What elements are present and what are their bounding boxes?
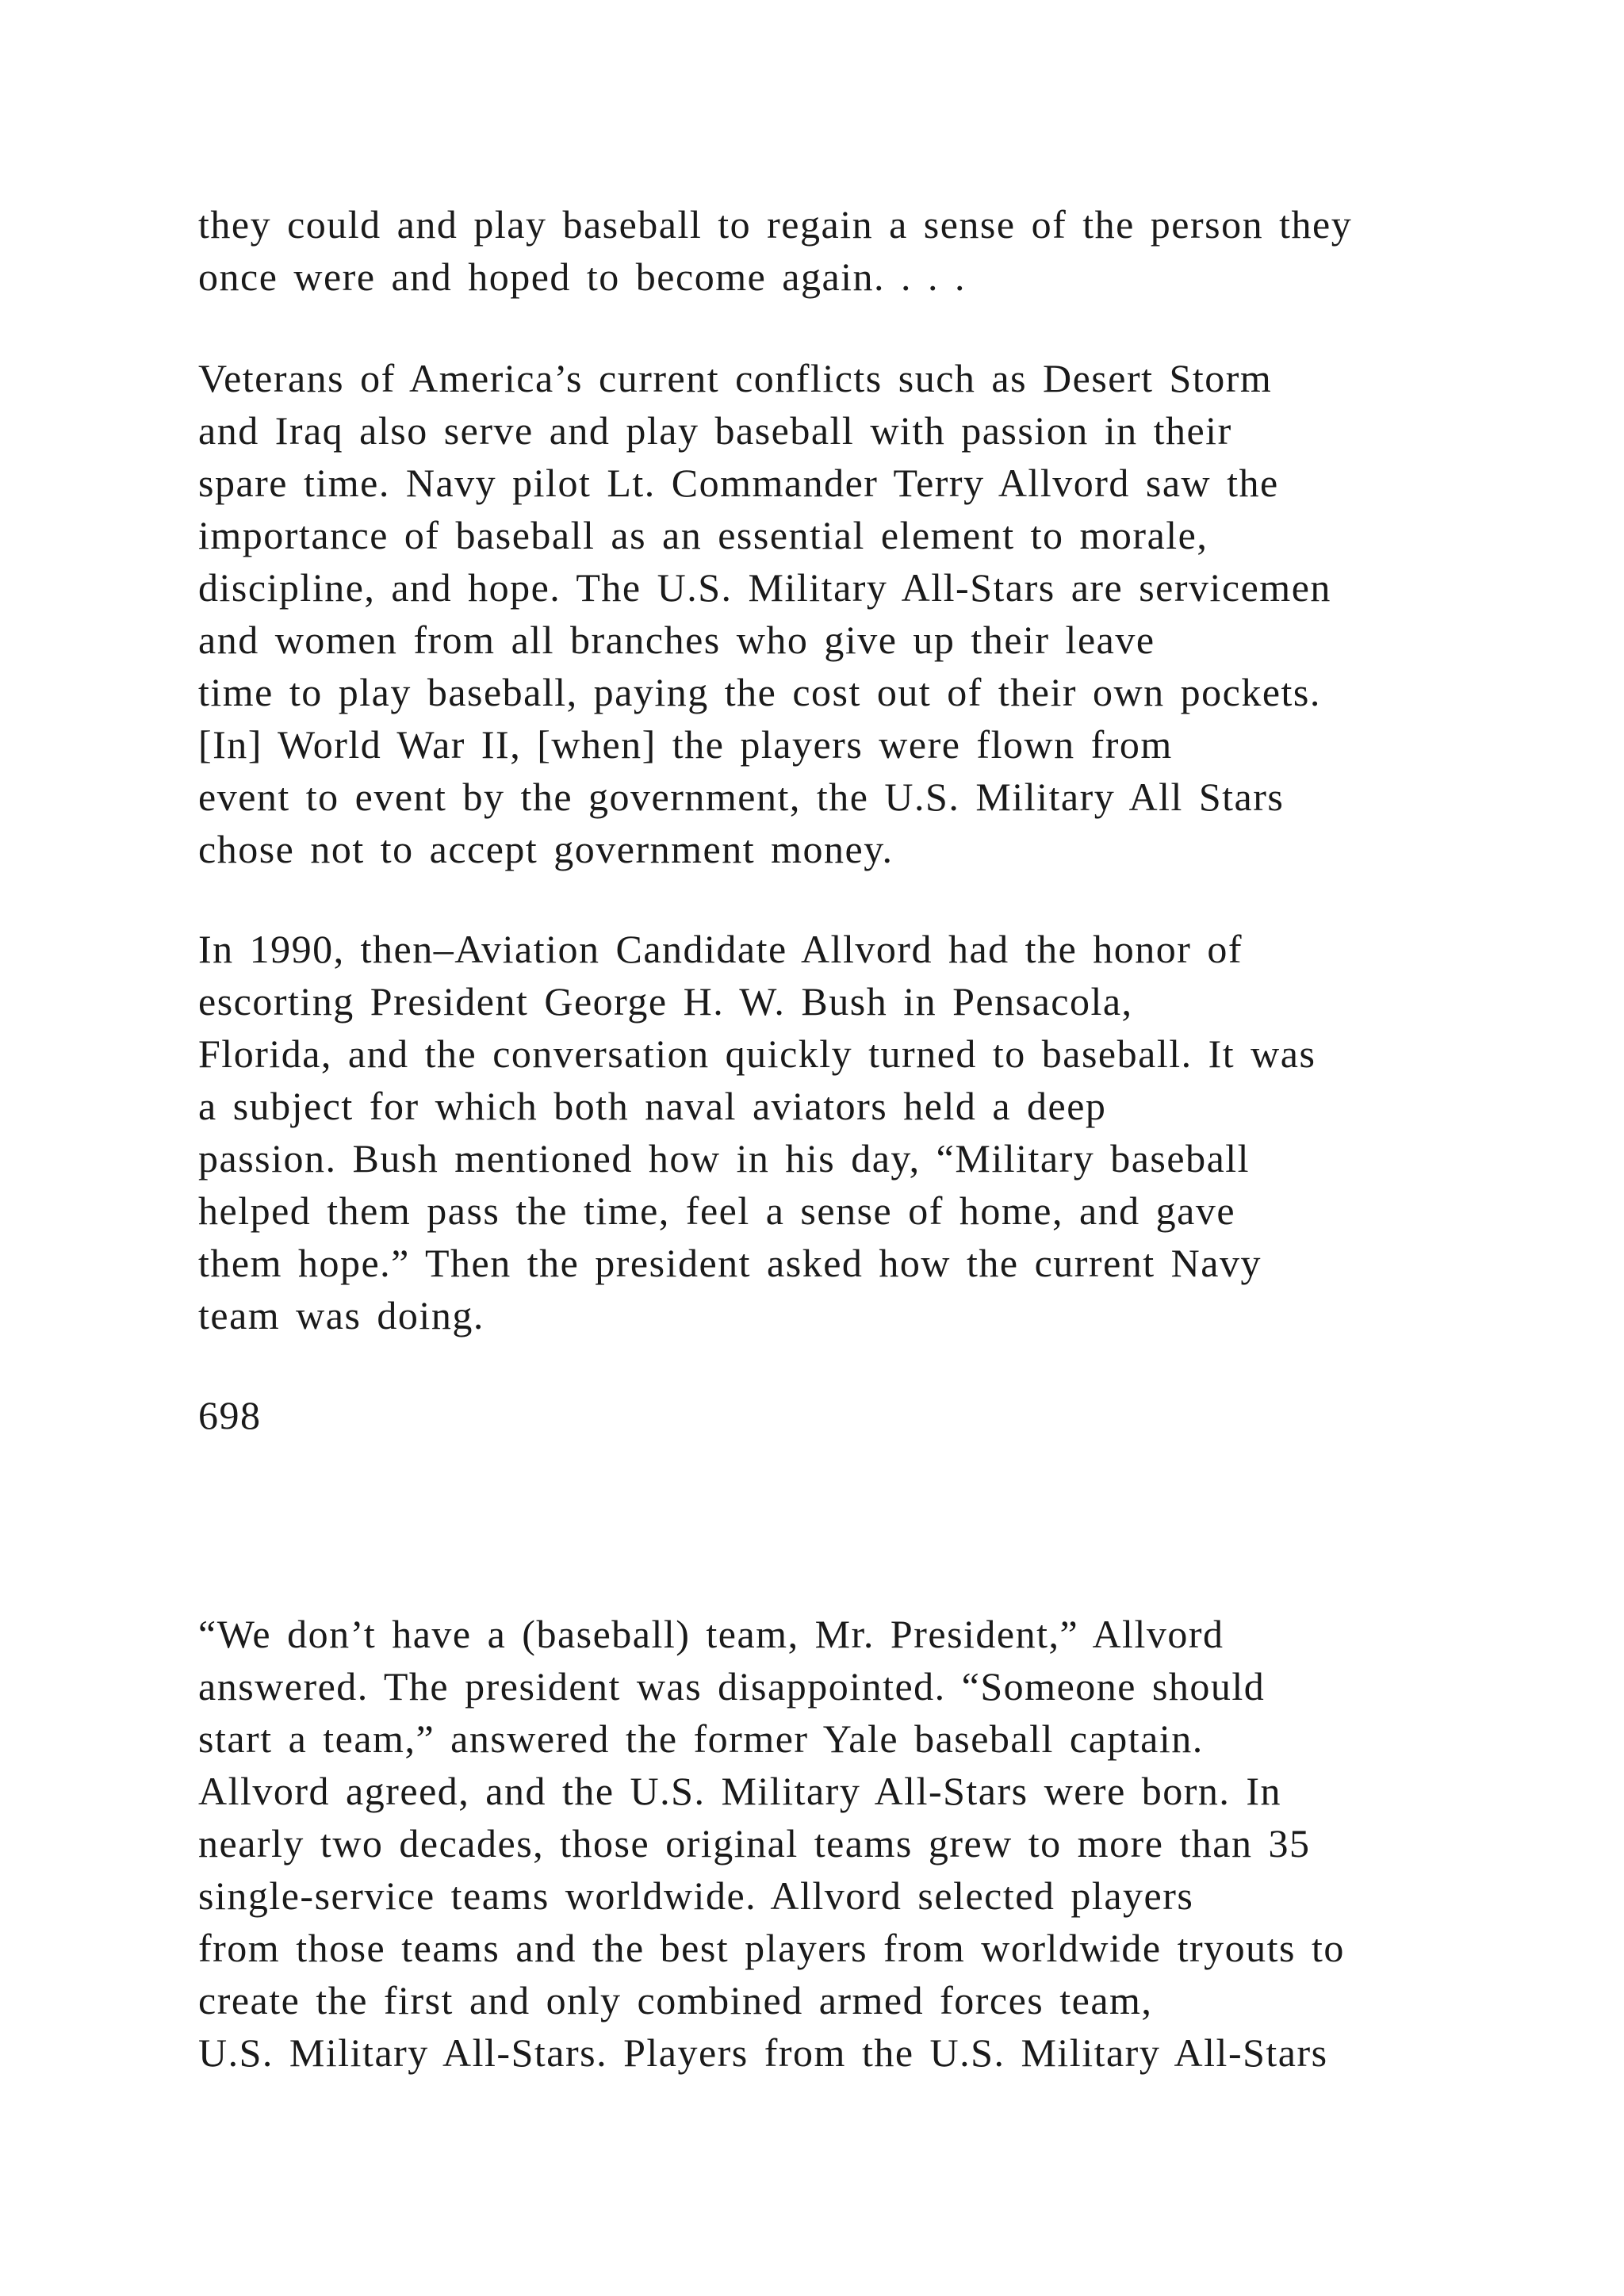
text-line: event to event by the government, the U.S. Military All Stars [198,775,1285,819]
text-line: single-service teams worldwide. Allvord selected players [198,1873,1194,1918]
text-line: them hope.” Then the president asked how the current Navy [198,1241,1262,1285]
text-line: create the first and only combined armed forces team, [198,1978,1153,2022]
text-line: Veterans of America’s current conflicts such as Desert Storm [198,356,1273,400]
text-line: helped them pass the time, feel a sense of home, and gave [198,1188,1236,1233]
text-line: spare time. Navy pilot Lt. Commander Terry Allvord saw the [198,461,1279,505]
paragraph-2 [198,352,1331,875]
text-line: and Iraq also serve and play baseball with passion in their [198,408,1232,453]
text-line: Allvord agreed, and the U.S. Military All-Stars were born. In [198,1769,1282,1813]
text-line: chose not to accept government money. [198,827,894,871]
text-line: nearly two decades, those original teams grew to more than 35 [198,1821,1311,1866]
text-line: importance of baseball as an essential element to morale, [198,513,1208,557]
text-line: discipline, and hope. The U.S. Military All-Stars are servicemen [198,565,1331,610]
text-line: they could and play baseball to regain a sense of the person they [198,202,1353,247]
text-line: answered. The president was disappointed. “Someone should [198,1664,1266,1709]
text-line: team was doing. [198,1293,485,1337]
text-line: time to play baseball, paying the cost out of their own pockets. [198,670,1321,714]
text-line: In 1990, then–Aviation Candidate Allvord had the honor of [198,927,1243,971]
paragraph-1 [198,198,1352,303]
text-line: a subject for which both naval aviators held a deep [198,1084,1107,1128]
text-line: “We don’t have a (baseball) team, Mr. President,” Allvord [198,1612,1224,1656]
text-line: passion. Bush mentioned how in his day, “Military baseball [198,1136,1251,1181]
paragraph-3 [198,923,1316,1341]
text-line: from those teams and the best players from worldwide tryouts to [198,1926,1345,1970]
text-line: and women from all branches who give up their leave [198,618,1155,662]
page-number: 698 [198,1393,262,1437]
text-line: [In] World War II, [when] the players were flown from [198,722,1173,767]
text-line: once were and hoped to become again. . . . [198,254,967,299]
text-line: U.S. Military All-Stars. Players from the U.S. Military All-Stars [198,2030,1328,2075]
text-line: escorting President George H. W. Bush in Pensacola, [198,979,1133,1024]
text-line: Florida, and the conversation quickly turned to baseball. It was [198,1031,1316,1076]
paragraph-continuation [198,1608,1345,2079]
text-line: start a team,” answered the former Yale baseball captain. [198,1716,1204,1761]
